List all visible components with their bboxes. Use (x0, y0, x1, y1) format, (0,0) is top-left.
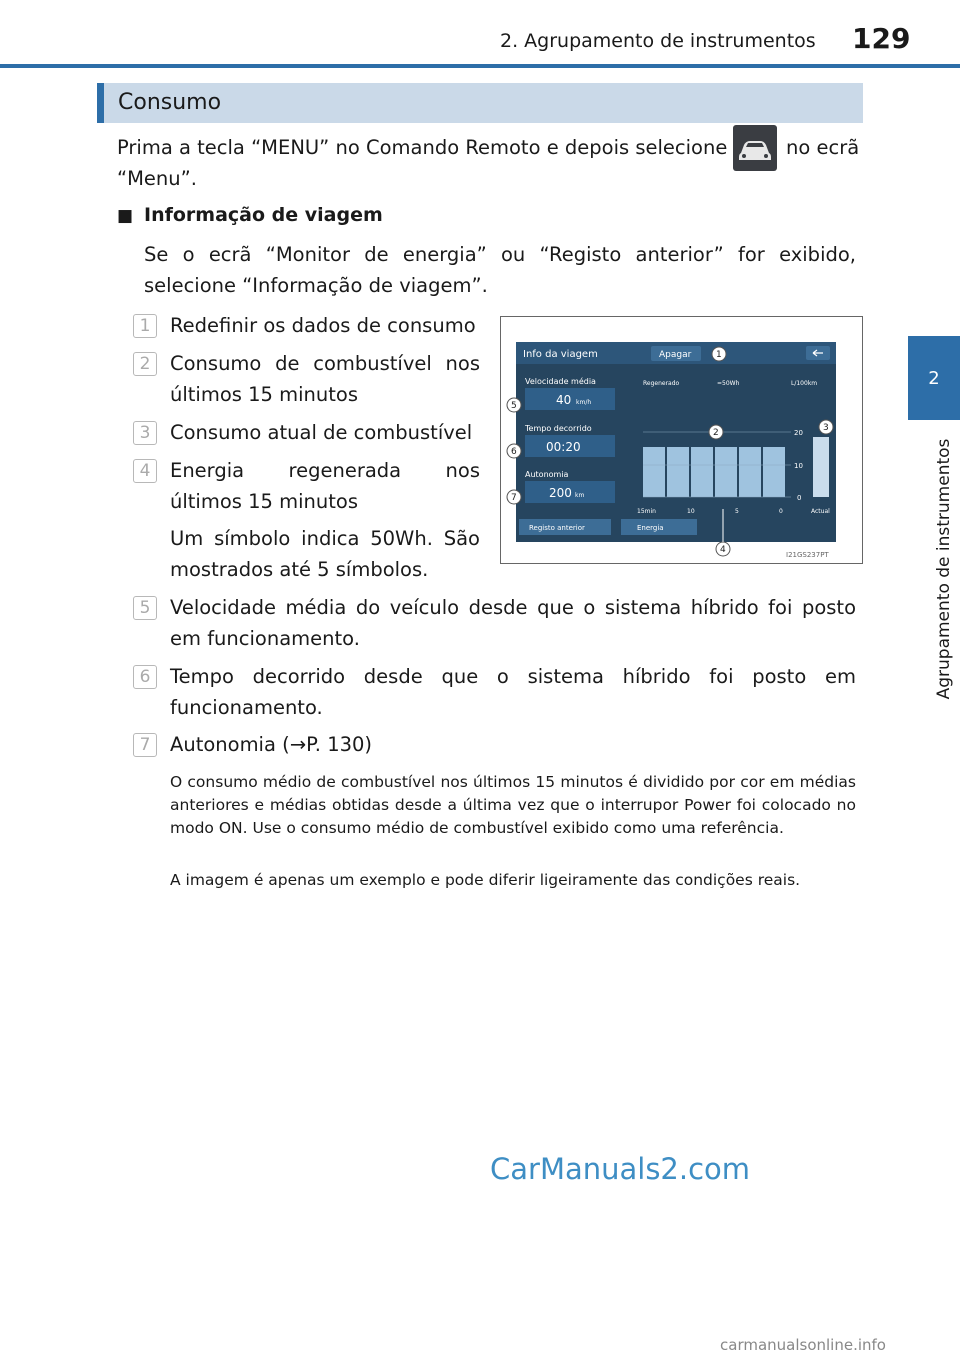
section-heading-bar (97, 83, 863, 123)
note-paragraph: O consumo médio de combustível nos últimos 15 minutos é dividido por cor em médias anteriores e médias obtidas desde a última vez que o interrupor Power foi colocado no modo ON. Use o consumo médio de combustível exibido como uma referência. (170, 773, 856, 837)
speed-value: 40 (556, 393, 572, 407)
item-number: 2 (133, 352, 157, 376)
speed-label: Velocidade média (525, 377, 596, 386)
callout-4: 4 (720, 545, 726, 555)
current-label: Actual (811, 508, 830, 515)
time-value: 00:20 (546, 440, 581, 454)
header-title: 2. Agrupamento de instrumentos (500, 30, 816, 52)
y-tick: 20 (794, 429, 803, 437)
list-item: Tempo decorrido desde que o sistema híbrido foi posto em funcionamento. (170, 665, 856, 719)
callout-2: 2 (713, 428, 719, 438)
x-tick: 10 (687, 508, 695, 515)
list-item: Autonomia (→P. 130) (170, 733, 373, 756)
callout-5: 5 (511, 401, 517, 411)
callout-1: 1 (716, 350, 722, 360)
subsection-instruction: Se o ecrã “Monitor de energia” ou “Registo anterior” for exibido, selecione “Informação de viagem”. (144, 243, 856, 297)
header-rule (0, 64, 960, 68)
x-tick: 15min (637, 508, 656, 515)
subsection-title: Informação de viagem (144, 204, 383, 226)
section-title: Consumo (118, 90, 222, 115)
item-number: 1 (133, 314, 157, 338)
clear-button-label: Apagar (659, 350, 692, 360)
image-code: I21GS237PT (786, 551, 829, 559)
fuel-unit: L/100km (791, 380, 818, 387)
callout-3: 3 (823, 423, 829, 433)
intro-text: Prima a tecla “MENU” no Comando Remoto e depois selecione (117, 136, 728, 159)
item-number: 6 (133, 665, 157, 689)
x-tick: 0 (779, 508, 783, 515)
item-number: 7 (133, 733, 157, 757)
trip-info-screen-image (500, 316, 863, 564)
speed-unit: km/h (576, 399, 592, 406)
energy-label: Energia (637, 524, 664, 532)
note-paragraph: A imagem é apenas um exemplo e pode diferir ligeiramente das condições reais. (170, 871, 801, 889)
footer-brand: CarManuals2.com (490, 1152, 751, 1186)
chapter-label: Agrupamento de instrumentos (934, 438, 954, 700)
item-number: 5 (133, 596, 157, 620)
y-tick: 0 (797, 494, 802, 502)
list-item: Consumo de combustível nos últimos 15 minutos (170, 352, 480, 406)
time-label: Tempo decorrido (525, 424, 592, 433)
screen-title: Info da viagem (523, 349, 598, 360)
list-item: Consumo atual de combustível (170, 421, 473, 444)
intro-text-end: no ecrã (786, 136, 860, 159)
square-bullet-icon: ■ (117, 206, 134, 226)
range-label: Autonomia (525, 470, 569, 479)
chapter-tab: 2 (908, 336, 960, 420)
callout-6: 6 (511, 447, 517, 457)
list-item: Velocidade média do veículo desde que o sistema híbrido foi posto em funcionamento. (170, 596, 856, 650)
item-number: 3 (133, 421, 157, 445)
car-icon (733, 125, 777, 171)
range-unit: km (575, 492, 585, 499)
regen-legend: =50Wh (717, 380, 740, 387)
list-item: Redefinir os dados de consumo (170, 314, 476, 337)
current-consumption-bar (813, 437, 829, 497)
x-tick: 5 (735, 508, 739, 515)
range-value: 200 (549, 486, 572, 500)
callout-7: 7 (511, 493, 517, 503)
footer-source: carmanualsonline.info (720, 1336, 886, 1354)
intro-text-line2: “Menu”. (117, 167, 197, 190)
list-item: Energia regenerada nos últimos 15 minutos (170, 459, 480, 513)
page-number: 129 (852, 22, 911, 55)
prev-record-label: Registo anterior (529, 524, 585, 532)
item-number: 4 (133, 459, 157, 483)
y-tick: 10 (794, 462, 803, 470)
regen-label: Regenerado (643, 380, 680, 387)
item-note: Um símbolo indica 50Wh. São mostrados até 5 símbolos. (170, 527, 480, 581)
